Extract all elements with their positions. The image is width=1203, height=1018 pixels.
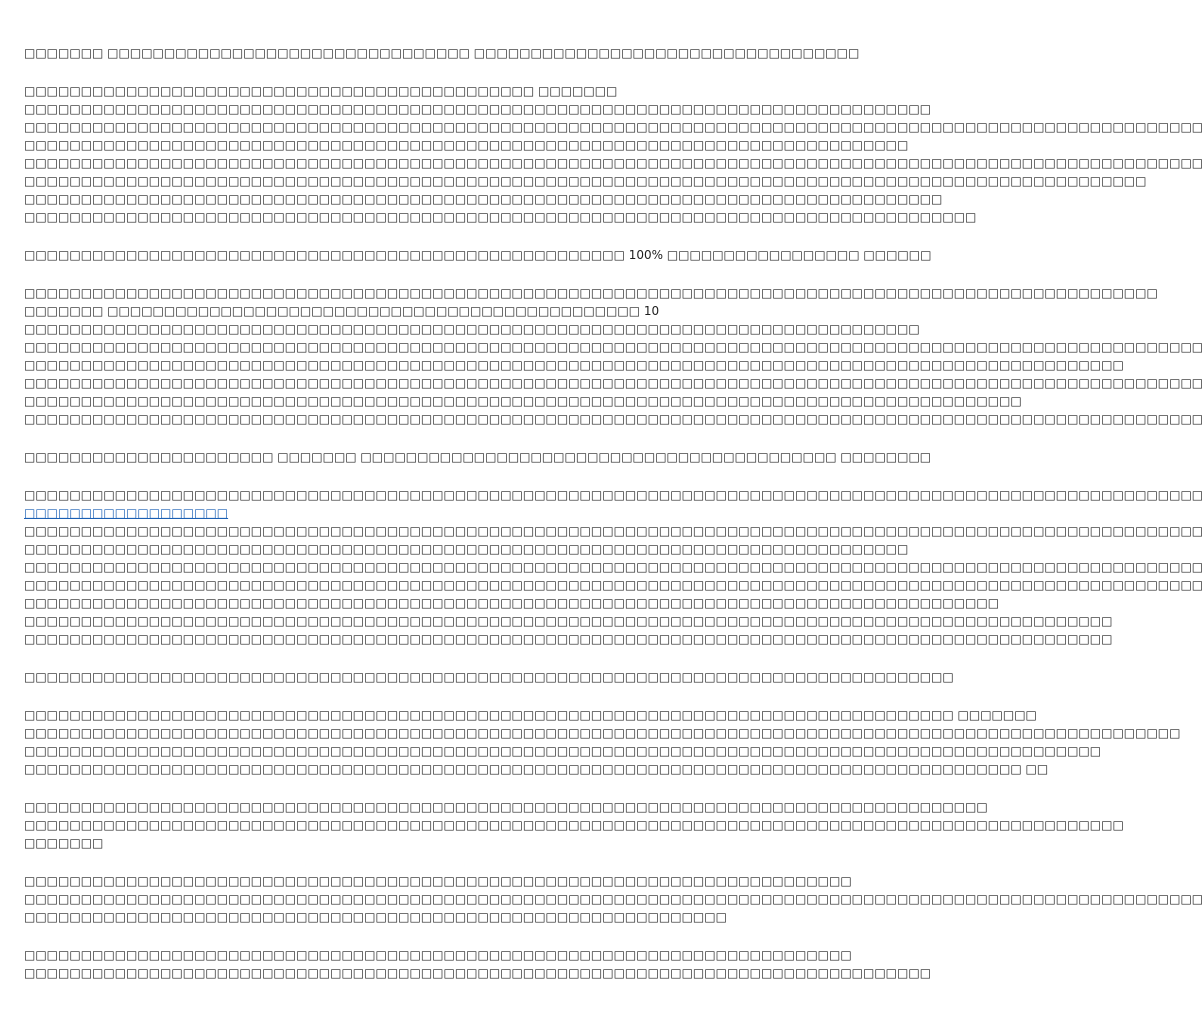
text-line: □□□□□□□□□□□□□□□□□□□□□□□□□□□□□□□□□□□□□□□□□□□□□□□□□□□□□□□□□□□□□□□□□□□□□□□□□□□□□□□□□□□□□□□□□□□□□□□□□□□□□□□□: [24, 524, 1203, 538]
paragraph: [24, 798, 1124, 852]
text-line: □□□□□□□□□□□□□□□□□□□□□□□□□□□□□□□□□□□□□□□□□□□□□□□□□□□□□□□□□□□□□□□□□□□□□□□□□□□□□□□□□□□□□□□□□□□□□□□□□□□□□□□□: [24, 340, 1203, 354]
text-line: □□□□□□□□□□□□□□□□□□□□□□□□□□□□□□□□□□□□□□□□□□□□□□□□□□□□□□□□□□□□□□□□□□□□□□□□□□□□□□□□□□□□□□□□□□□□□□□□□□□□□□: [24, 726, 1181, 740]
paragraph: [24, 668, 954, 686]
text-line: □□□□□□□□□□□□□□□□□□□□□□□□□□□□□□□□□□□□□□□□□□□□□□□□□□□□□□□□□□□□□□□□□□□□□□□□□□□□□□□□□□□□□□□□□□□□□□□: [24, 744, 1102, 758]
text-line: □□□□□□□□□□□□□□□□□□□□□□□□□□□□□□□□□□□□□□□□□□□□□□□□□□□□□□□□□□□□□□□□□□□□□□□□□□□□□□□□□□□□□□: [24, 596, 1000, 610]
text-line: [24, 504, 696, 522]
text-line: □□□□□□□□□□□□□□□□□□□□□□□□□□□□□□□□□□□□□□□□□□□□□□□□□□□□□□□□□□□□□□□□□□□□□□□□□□□□□□□□□□: [24, 670, 954, 684]
text-line: □□□□□□□□□□□□□□□□□□□□□□□□□□□□□□□□□□□□□□□□□□□□□□□□□□□□□□□□□□□□□□□□□□□□□□□□□: [24, 948, 852, 962]
text-line: □□□□□□□□□□□□□□□□□□□□□□□□□□□□□□□□□□□□□□□□□□□□□□□□□□□□□□□□□□□□□□□□□□□□□□□□□□□□□□□□□□□□□□□□□□□□□□□□□□□: [24, 174, 1147, 188]
text-line: □□□□□□□□□□□□□□□□□□□□□□□□□□□□□□□□□□□□□□□□□□□□□□□□□□□□□□□□□□□□□□□□□□□□□□□□□□□□□□□□□□□□□□□□□□□□□□□□□: [24, 818, 1124, 832]
text-line: □□□□□□□□□□□□□□□□□□□□□□□□□□□□□□□□□□□□□□□□□□□□□□□□□□□□□□□□□□□□□□□□□□□□□□□□□□□□□□□□: [24, 102, 932, 116]
hyperlink[interactable]: □□□□□□□□□□□□□□□□□□: [24, 506, 229, 520]
text-line: □□□□□□□□□□□□□□□□□□□□□□□□□□□□□□□□□□□□□□□□□□□□□□□□□□□□□□□□□□□□□□□□□□□□□□□□□: [24, 874, 852, 888]
paragraph: [24, 486, 1203, 648]
text-line: □□□□□□□□□□□□□□□□□□□□□□□□□□□□□□□□□□□□□□□□□□□□□□□□□□□□□□□□□□□□□□□□□□□□□□□□□□□□□□□□□□ □□□□□□□: [24, 708, 1037, 722]
text-line: □□□□□□□□□□□□□□□□□□□□□□□□□□□□□□□□□□□□□□□□□□□□□□□□□□□□□□□□□□□□□□□□□□□□□□□□□□□□□□□□□□□□□□□□□□□□□□□□□□□□□□□□: [24, 120, 1203, 134]
document-body: [24, 44, 1203, 1002]
text-line: □□□□□□□□□□□□□□□□□□□□□□□□□□□□□□□□□□□□□□□□□□□□□ □□□□□□□: [24, 84, 618, 98]
text-line: □□□□□□□□□□□□□□□□□□□□□□□□□□□□□□□□□□□□□□□□□□□□□□□□□□□□□□□□□□□□□□□□□□□□□□□□□□□□□□□□□: [24, 192, 943, 206]
paragraph: [24, 946, 932, 982]
paragraph: [24, 82, 1203, 226]
text-line: □□□□□□□ □□□□□□□□□□□□□□□□□□□□□□□□□□□□□□□□□□□□□□□□□□□□□□□ 10: [24, 304, 660, 318]
text-line: □□□□□□□□□□□□□□□□□□□□□□□□□□□□□□□□□□□□□□□□□□□□□□□□□□□□□□□□□□□□□□□□□□□□□□□□□□□□□□□□□□□□□□□□□□□□□□□□□□□□□□□□: [24, 892, 1203, 906]
text-line: □□□□□□□□□□□□□□□□□□□□□□ □□□□□□□ □□□□□□□□□□□□□□□□□□□□□□□□□□□□□□□□□□□□□□□□□□ □□□□□□□□: [24, 450, 932, 464]
text-line: □□□□□□□□□□□□□□□□□□□□□□□□□□□□□□□□□□□□□□□□□□□□□□□□□□□□□□□□□□□□□□□□□□□□□□□□□□□□□□□□□□□□□□□□□□□□□□□□□□□□□□□□: [24, 578, 1203, 592]
text-line: □□□□□□□□□□□□□□□□□□□□□□□□□□□□□□□□□□□□□□□□□□□□□□□□□□□□□□□□□□□□□□□□□□□□□□□□□□□□□□□□□□□□□□□□□□□□□□□□□□□□□□□□: [24, 156, 1203, 170]
text-line: □□□□□□□□□□□□□□□□□□□□□□□□□□□□□□□□□□□□□□□□□□□□□□□□□□□□□□□□□□□□□□□□□□□□□□□□□□□□□□□□□□□□: [24, 210, 977, 224]
paragraph: [24, 246, 932, 264]
text-line: □□□□□□□ □□□□□□□□□□□□□□□□□□□□□□□□□□□□□□□□ □□□□□□□□□□□□□□□□□□□□□□□□□□□□□□□□□□: [24, 46, 860, 60]
text-line: □□□□□□□□□□□□□□□□□□□□□□□□□□□□□□□□□□□□□□□□□□□□□□□□□□□□□□□□□□□□□□□□□□□□□□□□□□□□□□: [24, 542, 909, 556]
text-line: □□□□□□□□□□□□□□□□□□□□□□□□□□□□□□□□□□□□□□□□□□□□□□□□□□□□□ 100% □□□□□□□□□□□□□□□□□ □□□□□□: [24, 248, 932, 262]
text-line: □□□□□□□□□□□□□□□□□□□□□□□□□□□□□□□□□□□□□□□□□□□□□□□□□□□□□□□□□□□□□□□□□□□□□□□□□□□□□□□□□□□□□□□□□□□□□□□□□□□□□□□□: [24, 560, 1203, 574]
text-line: □□□□□□□□□□□□□□□□□□□□□□□□□□□□□□□□□□□□□□□□□□□□□□□□□□□□□□□□□□□□□□□□□□□□□□□□□□□□□□□□□□□□□□□□□□□□□□□□□□□□□□□□: [24, 412, 1203, 426]
text-line: □□□□□□□□□□□□□□□□□□□□□□□□□□□□□□□□□□□□□□□□□□□□□□□□□□□□□□□□□□□□□□□□□□□□□□□□□□□□□□□□□□□□□□□□□□□□□□□□□□□□: [24, 286, 1158, 300]
paragraph: [24, 284, 1203, 428]
text-line: □□□□□□□□□□□□□□□□□□□□□□□□□□□□□□□□□□□□□□□□□□□□□□□□□□□□□□□□□□□□□□□□□□□□□□□□□□□□□□□□□□□□□□□□: [24, 394, 1022, 408]
text-line: □□□□□□□□□□□□□□□□□□□□□□□□□□□□□□□□□□□□□□□□□□□□□□□□□□□□□□□□□□□□□□□□□□□□□□□□□□□□□□□□□□□□□□□□□□□□□□□□□□□□□□□□: [24, 488, 1203, 502]
text-line: □□□□□□□□□□□□□□□□□□□□□□□□□□□□□□□□□□□□□□□□□□□□□□□□□□□□□□□□□□□□□□□□□□□□□□□□□□□□□□□□□□□□□: [24, 800, 988, 814]
text-line: □□□□□□□□□□□□□□□□□□□□□□□□□□□□□□□□□□□□□□□□□□□□□□□□□□□□□□□□□□□□□□□□□□□□□□□□□□□□□□□□□□□□□□□□□□□□□□□□: [24, 632, 1113, 646]
text-line: □□□□□□□: [24, 836, 104, 850]
paragraph: [24, 706, 1181, 778]
text-line: □□□□□□□□□□□□□□□□□□□□□□□□□□□□□□□□□□□□□□□□□□□□□□□□□□□□□□□□□□□□□□□□□□□□□□□□□□□□□□□□□□□□□□□□□□□□□□□□: [24, 614, 1113, 628]
text-line: □□□□□□□□□□□□□□□□□□□□□□□□□□□□□□□□□□□□□□□□□□□□□□□□□□□□□□□□□□□□□□□□□□□□□□□□□□□□□□□□: [24, 966, 932, 980]
text-line: □□□□□□□□□□□□□□□□□□□□□□□□□□□□□□□□□□□□□□□□□□□□□□□□□□□□□□□□□□□□□□□□□□□□□□□□□□□□□□□□□□□□□□□□□□□□□□□□□: [24, 358, 1124, 372]
text-line: □□□□□□□□□□□□□□□□□□□□□□□□□□□□□□□□□□□□□□□□□□□□□□□□□□□□□□□□□□□□□□: [24, 910, 727, 924]
text-line: □□□□□□□□□□□□□□□□□□□□□□□□□□□□□□□□□□□□□□□□□□□□□□□□□□□□□□□□□□□□□□□□□□□□□□□□□□□□□□□: [24, 322, 920, 336]
paragraph: [24, 448, 932, 466]
text-line: □□□□□□□□□□□□□□□□□□□□□□□□□□□□□□□□□□□□□□□□□□□□□□□□□□□□□□□□□□□□□□□□□□□□□□□□□□□□□□□□□□□□□□□□□□□□□□□□□□□□□□□□: [24, 376, 1203, 390]
text-line: □□□□□□□□□□□□□□□□□□□□□□□□□□□□□□□□□□□□□□□□□□□□□□□□□□□□□□□□□□□□□□□□□□□□□□□□□□□□□□: [24, 138, 909, 152]
paragraph: [24, 872, 1203, 926]
text-line: □□□□□□□□□□□□□□□□□□□□□□□□□□□□□□□□□□□□□□□□□□□□□□□□□□□□□□□□□□□□□□□□□□□□□□□□□□□□□□□□□□□□□□□□ □□: [24, 762, 1049, 776]
paragraph: [24, 44, 860, 62]
